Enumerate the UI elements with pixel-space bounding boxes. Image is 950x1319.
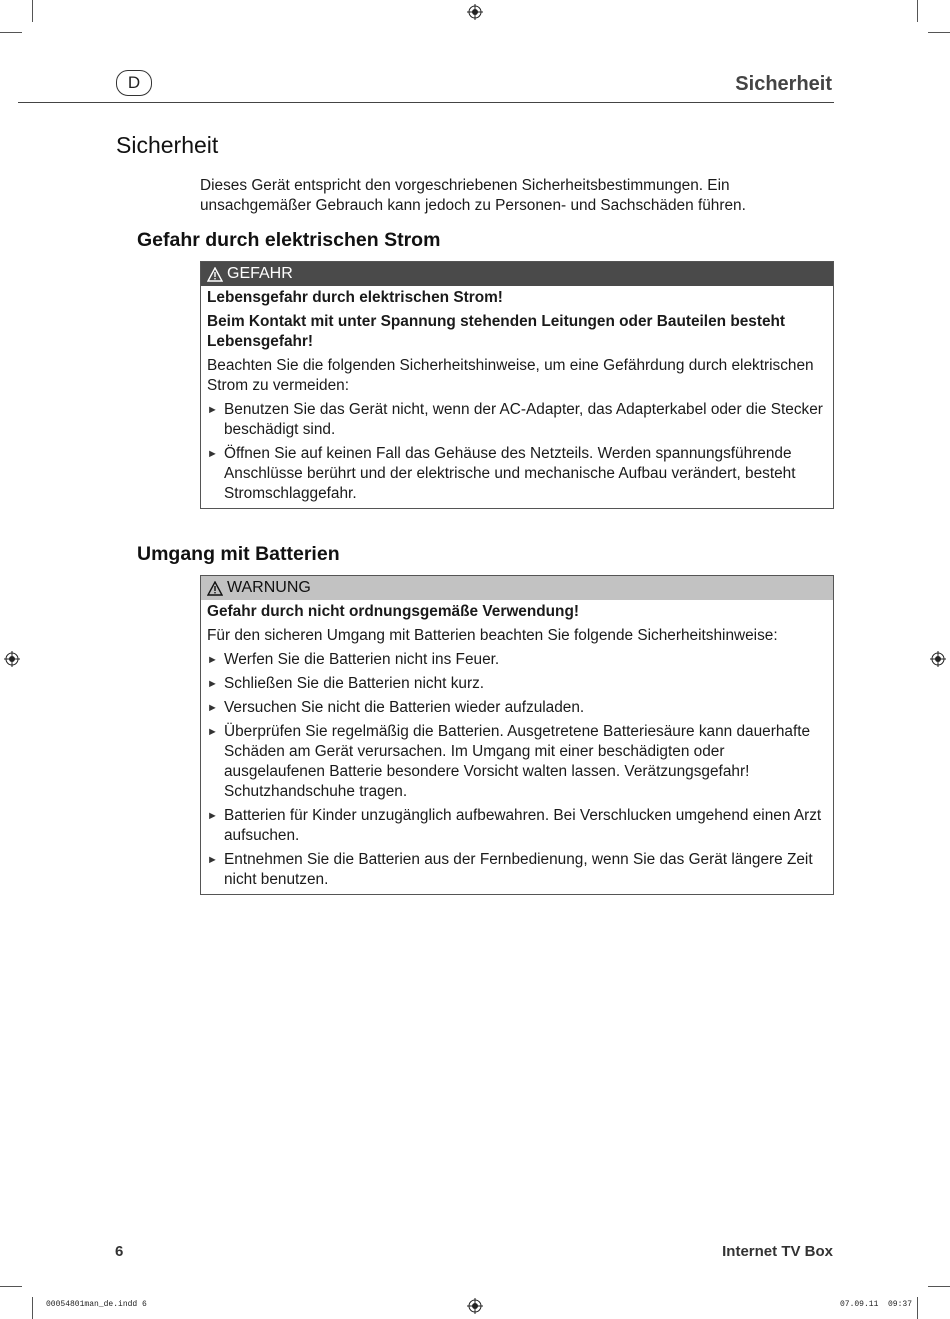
warning-bullet-list [207,650,827,890]
warning-text: Für den sicheren Umgang mit Batterien beachten Sie folgende Sicherheitshinweise: [207,627,778,644]
list-item: ► Überprüfen Sie regelmäßig die Batterien. Ausgetretene Batteriesäure kann dauerhafte Schäden am Gerät verursachen. Im Umgang mit einer beschädigten oder ausgelaufenen Batterie besondere Vorsicht walten lassen. Verätzungsgefahr! Schutzhandschuhe tragen. [207,723,811,800]
list-item: ► Öffnen Sie auf keinen Fall das Gehäuse des Netzteils. Werden spannungsführende Anschlüsse berührt und der elektrische und mechanische Aufbau verändert, besteht Stromschlaggefahr. [207,445,796,502]
print-slug-date: 07.09.11 [839,1300,879,1309]
crop-mark [917,0,918,22]
list-item: ► Entnehmen Sie die Batterien aus der Fernbedienung, wenn Sie das Gerät längere Zeit nicht benutzen. [207,851,813,888]
danger-bullet-list [207,400,827,504]
print-slug-file: 00054801man_de.indd 6 [46,1300,147,1309]
crop-mark [928,32,950,33]
crop-mark [928,1286,950,1287]
warning-triangle-icon [207,581,223,596]
registration-mark-icon [467,1298,483,1314]
registration-mark-icon [930,651,946,667]
bullet-arrow-icon: ► [207,854,218,866]
danger-level-label: GEFAHR [227,265,293,282]
registration-mark-icon [4,651,20,667]
warning-level-label: WARNUNG [227,579,311,596]
running-header-title: Sicherheit [735,73,832,95]
intro-paragraph: Dieses Gerät entspricht den vorgeschriebenen Sicherheitsbestimmungen. Ein unsachgemäßer Gebrauch kann jedoch zu Personen- und Sachschäden führen. [200,177,746,214]
list-item: ► Benutzen Sie das Gerät nicht, wenn der AC-Adapter, das Adapterkabel oder die Stecker beschädigt sind. [207,401,823,438]
warning-box-header [201,576,833,600]
registration-mark-icon [467,4,483,20]
page-title: Sicherheit [116,132,219,158]
section-heading-electric: Gefahr durch elektrischen Strom [137,229,441,251]
bullet-arrow-icon: ► [207,404,218,416]
danger-box [200,261,834,509]
crop-mark [0,32,22,33]
crop-mark [0,1286,22,1287]
crop-mark [32,1297,33,1319]
bullet-arrow-icon: ► [207,678,218,690]
warning-box [200,575,834,895]
list-item: ► Batterien für Kinder unzugänglich aufbewahren. Bei Verschlucken umgehend einen Arzt aufsuchen. [207,807,822,844]
language-badge: D [116,70,152,96]
section-heading-batteries: Umgang mit Batterien [137,543,340,565]
header-divider [18,102,834,103]
bullet-arrow-icon: ► [207,654,218,666]
list-item: ► Werfen Sie die Batterien nicht ins Feuer. [207,651,500,668]
bullet-arrow-icon: ► [207,448,218,460]
print-slug-time: 09:37 [887,1300,912,1309]
danger-text: Beachten Sie die folgenden Sicherheitshinweise, um eine Gefährdung durch elektrischen Strom zu vermeiden: [207,357,814,394]
bullet-arrow-icon: ► [207,810,218,822]
list-item: ► Schließen Sie die Batterien nicht kurz. [207,675,485,692]
page-number: 6 [115,1243,124,1260]
warning-lead: Gefahr durch nicht ordnungsgemäße Verwendung! [207,603,579,620]
danger-lead: Lebensgefahr durch elektrischen Strom! [207,289,503,306]
danger-box-header [201,262,833,286]
product-name: Internet TV Box [722,1243,833,1260]
warning-triangle-icon [207,267,223,282]
bullet-arrow-icon: ► [207,726,218,738]
list-item: ► Versuchen Sie nicht die Batterien wieder aufzuladen. [207,699,585,716]
print-slug-timestamp [840,1300,912,1309]
crop-mark [917,1297,918,1319]
crop-mark [32,0,33,22]
bullet-arrow-icon: ► [207,702,218,714]
danger-lead-2: Beim Kontakt mit unter Spannung stehenden Leitungen oder Bauteilen besteht Lebensgefahr! [207,313,786,350]
